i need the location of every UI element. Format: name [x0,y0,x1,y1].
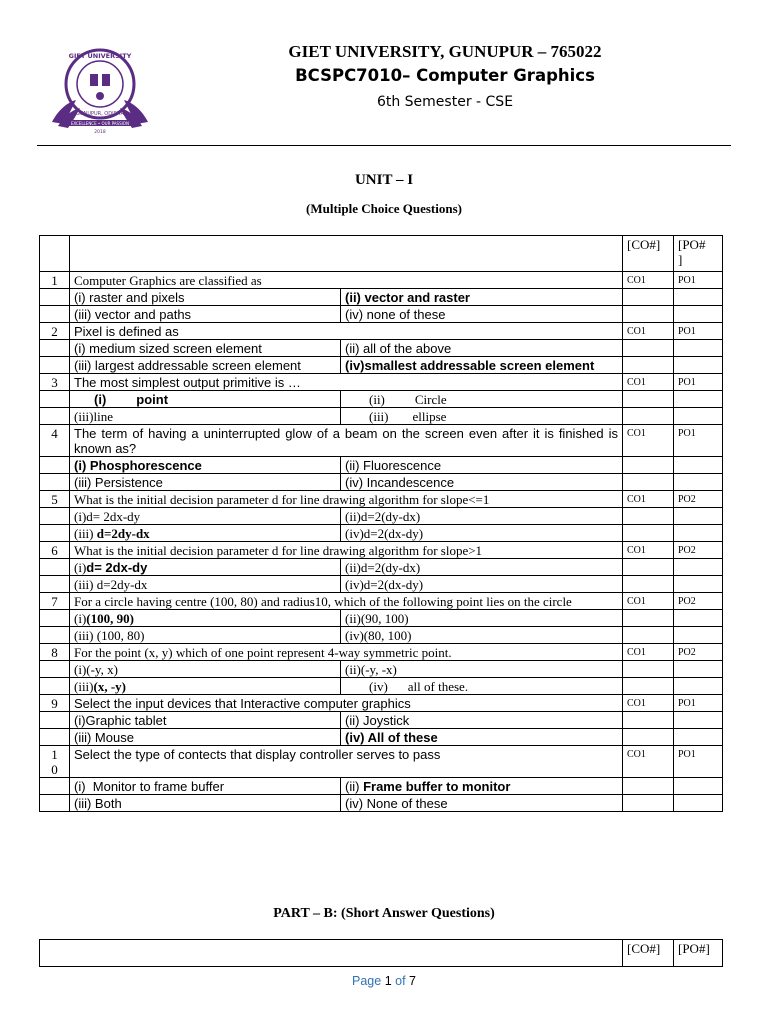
option-cell: (i)(-y, x) [70,661,341,678]
option-cell [70,678,341,695]
empty-co-cell [623,661,674,678]
option-cell [341,778,623,795]
empty-po-cell [674,474,723,491]
unit-subtitle: (Multiple Choice Questions) [306,201,462,216]
page-footer [0,974,768,988]
empty-co-cell [623,559,674,576]
option-cell: (i) medium sized screen element [70,340,341,357]
option-row [40,508,723,525]
option-cell [341,391,623,408]
empty-num-cell [40,778,70,795]
empty-co-cell [623,712,674,729]
option-cell [70,559,341,576]
co-cell: CO1 [623,695,674,712]
option-cell: (iii)line [70,408,341,425]
option-text: Circle [414,392,447,407]
option-row [40,795,723,812]
co-cell: CO1 [623,746,674,778]
option-cell: (iv)d=2(dx-dy) [341,576,623,593]
header-co: [CO#] [623,236,674,272]
option-cell [70,610,341,627]
empty-num-cell [40,357,70,374]
question-text: Pixel is defined as [70,323,623,340]
logo-motto: EXCELLENCE • OUR PASSION [71,121,129,126]
mcq-table [39,235,723,812]
option-cell: (ii) Fluorescence [341,457,623,474]
question-number: 3 [40,374,70,391]
part-b-header-row [40,940,723,967]
empty-num-cell [40,391,70,408]
empty-po-cell [674,610,723,627]
empty-po-cell [674,559,723,576]
question-number: 6 [40,542,70,559]
empty-co-cell [623,391,674,408]
co-cell: CO1 [623,374,674,391]
option-cell: (ii)(-y, -x) [341,661,623,678]
empty-po-cell [674,508,723,525]
option-row [40,357,723,374]
empty-num-cell [40,627,70,644]
semester-label: 6th Semester - CSE [376,94,514,110]
option-text: (100, 90) [86,611,134,626]
option-marker: (iii) [74,526,94,541]
co-cell: CO1 [623,593,674,610]
empty-co-cell [623,525,674,542]
empty-co-cell [623,795,674,812]
po-cell: PO1 [674,425,723,457]
empty-num-cell [40,306,70,323]
empty-po-cell [674,408,723,425]
option-cell: (i) Monitor to frame buffer [70,778,341,795]
option-cell: (iv)d=2(dx-dy) [341,525,623,542]
empty-co-cell [623,627,674,644]
po-cell: PO1 [674,695,723,712]
option-row [40,678,723,695]
option-row [40,525,723,542]
option-text: d=2dy-dx [96,526,150,541]
question-number: 4 [40,425,70,457]
part-b-question-cell [40,940,623,967]
empty-num-cell [40,289,70,306]
option-row [40,391,723,408]
option-text: (ii) vector and raster [345,290,470,305]
option-cell: (iv) Incandescence [341,474,623,491]
option-text: ellipse [412,409,447,424]
question-text: Select the input devices that Interactive computer graphics [70,695,623,712]
unit-title: UNIT – I [354,172,414,188]
empty-co-cell [623,729,674,746]
option-cell: (i) Phosphorescence [70,457,341,474]
part-b-title: PART – B: (Short Answer Questions) [273,906,495,921]
empty-co-cell [623,610,674,627]
question-row [40,593,723,610]
option-cell: (iii) Both [70,795,341,812]
empty-num-cell [40,712,70,729]
option-row [40,340,723,357]
empty-num-cell [40,340,70,357]
empty-num-cell [40,610,70,627]
option-text: d= 2dx-dy [86,560,148,575]
option-cell: (ii) all of the above [341,340,623,357]
option-cell: (iii) vector and paths [70,306,341,323]
option-text: Frame buffer to monitor [363,779,511,794]
question-text: For the point (x, y) which of one point represent 4-way symmetric point. [70,644,623,661]
empty-num-cell [40,795,70,812]
question-number: 5 [40,491,70,508]
po-cell: PO2 [674,593,723,610]
option-cell: (iii) d=2dy-dx [70,576,341,593]
university-title: GIET UNIVERSITY, GUNUPUR – 765022 [288,42,602,61]
po-cell: PO1 [674,272,723,289]
footer-page-label: Page [352,974,385,988]
empty-num-cell [40,729,70,746]
empty-num-cell [40,508,70,525]
po-cell: PO1 [674,746,723,778]
option-text: (x, -y) [93,679,126,694]
po-cell: PO1 [674,374,723,391]
empty-po-cell [674,795,723,812]
empty-co-cell [623,306,674,323]
empty-po-cell [674,289,723,306]
header-po-line1: [PO# [678,237,706,252]
empty-po-cell [674,778,723,795]
question-text: For a circle having centre (100, 80) and radius10, which of the following point lies on the circle [70,593,623,610]
footer-total-pages: 7 [409,974,416,988]
option-cell [341,678,623,695]
empty-co-cell [623,678,674,695]
question-row [40,746,723,778]
option-marker: (ii) [369,392,385,407]
university-logo [46,44,154,136]
option-cell: (i) raster and pixels [70,289,341,306]
empty-po-cell [674,457,723,474]
empty-co-cell [623,474,674,491]
option-cell: (i)d= 2dx-dy [70,508,341,525]
part-b-co-header: [CO#] [623,940,674,967]
empty-co-cell [623,576,674,593]
option-cell: (iii) largest addressable screen element [70,357,341,374]
logo-ring-top: GIET UNIVERSITY [68,52,132,60]
part-b-table [39,939,723,967]
empty-po-cell [674,661,723,678]
empty-co-cell [623,340,674,357]
header-divider [37,145,731,146]
option-marker: (i) [94,392,107,407]
empty-po-cell [674,525,723,542]
option-row [40,778,723,795]
co-cell: CO1 [623,491,674,508]
empty-co-cell [623,778,674,795]
co-cell: CO1 [623,272,674,289]
question-row [40,374,723,391]
question-row [40,425,723,457]
co-cell: CO1 [623,644,674,661]
question-number: 9 [40,695,70,712]
option-cell: (ii) Joystick [341,712,623,729]
empty-po-cell [674,576,723,593]
co-cell: CO1 [623,425,674,457]
option-marker: (i) [74,611,87,626]
empty-co-cell [623,408,674,425]
option-cell: (iii) Persistence [70,474,341,491]
question-number: 1 [40,272,70,289]
question-text: The most simplest output primitive is … [70,374,623,391]
option-marker: (iii) [369,409,389,424]
option-cell: (iv) none of these [341,306,623,323]
option-cell: (iii) Mouse [70,729,341,746]
empty-po-cell [674,729,723,746]
empty-po-cell [674,340,723,357]
question-text: The term of having a uninterrupted glow of a beam on the screen even after it is finished is known as? [70,425,623,457]
option-cell: (iii) (100, 80) [70,627,341,644]
empty-co-cell [623,508,674,525]
option-cell: (iv) All of these [341,729,623,746]
empty-po-cell [674,627,723,644]
option-row [40,457,723,474]
header-question-cell [70,236,623,272]
option-row [40,408,723,425]
question-row [40,272,723,289]
option-cell [341,408,623,425]
question-text: What is the initial decision parameter d for line drawing algorithm for slope>1 [70,542,623,559]
empty-num-cell [40,559,70,576]
option-cell: (ii)(90, 100) [341,610,623,627]
option-marker: (iv) [369,679,388,694]
option-row [40,610,723,627]
footer-of-label: of [391,974,410,988]
question-text [70,272,623,289]
po-cell: PO2 [674,491,723,508]
option-cell [341,289,623,306]
logo-ring-bottom: GUNUPUR, ODISHA [76,111,124,117]
question-row [40,491,723,508]
empty-num-cell [40,457,70,474]
empty-num-cell [40,525,70,542]
option-row [40,576,723,593]
co-cell: CO1 [623,323,674,340]
option-cell: (iv)smallest addressable screen element [341,357,623,374]
option-cell: (iv)(80, 100) [341,627,623,644]
question-row [40,695,723,712]
empty-co-cell [623,357,674,374]
option-row [40,661,723,678]
empty-co-cell [623,457,674,474]
question-number-line1: 1 [51,747,58,762]
option-row [40,559,723,576]
empty-po-cell [674,306,723,323]
question-number: 7 [40,593,70,610]
option-cell [70,525,341,542]
question-1-text: Computer Graphics are classified as [74,273,262,288]
option-cell: (i)Graphic tablet [70,712,341,729]
empty-po-cell [674,357,723,374]
po-cell: PO1 [674,323,723,340]
po-cell: PO2 [674,644,723,661]
table-header-row [40,236,723,272]
course-title: BCSPC7010– Computer Graphics [295,66,595,85]
empty-num-cell [40,576,70,593]
empty-num-cell [40,678,70,695]
option-cell: (iv) None of these [341,795,623,812]
option-row [40,289,723,306]
empty-po-cell [674,391,723,408]
option-row [40,627,723,644]
empty-num-cell [40,474,70,491]
option-row [40,729,723,746]
option-text: all of these. [407,679,469,694]
empty-po-cell [674,678,723,695]
empty-num-cell [40,408,70,425]
logo-year: 2018 [94,130,106,135]
question-number: 2 [40,323,70,340]
question-row [40,644,723,661]
option-marker: (i) [74,560,87,575]
footer-current-page: 1 [384,974,392,988]
header-po [674,236,723,272]
question-row [40,323,723,340]
option-cell [70,391,341,408]
question-row [40,542,723,559]
question-number: 8 [40,644,70,661]
question-text: What is the initial decision parameter d for line drawing algorithm for slope<=1 [70,491,623,508]
option-row [40,306,723,323]
option-marker: (iii) [74,679,94,694]
co-cell: CO1 [623,542,674,559]
option-marker: (ii) [345,779,360,794]
empty-co-cell [623,289,674,306]
empty-num-cell [40,661,70,678]
po-cell: PO2 [674,542,723,559]
question-text: Select the type of contects that display controller serves to pass [70,746,623,778]
option-row [40,712,723,729]
question-number-line2: 0 [51,762,58,777]
part-b-po-header: [PO#] [674,940,723,967]
empty-po-cell [674,712,723,729]
option-text: point [136,392,169,407]
question-number [40,746,70,778]
option-cell: (ii)d=2(dy-dx) [341,559,623,576]
option-row [40,474,723,491]
header-num-cell [40,236,70,272]
header-po-line2: ] [678,252,683,267]
option-cell: (ii)d=2(dy-dx) [341,508,623,525]
